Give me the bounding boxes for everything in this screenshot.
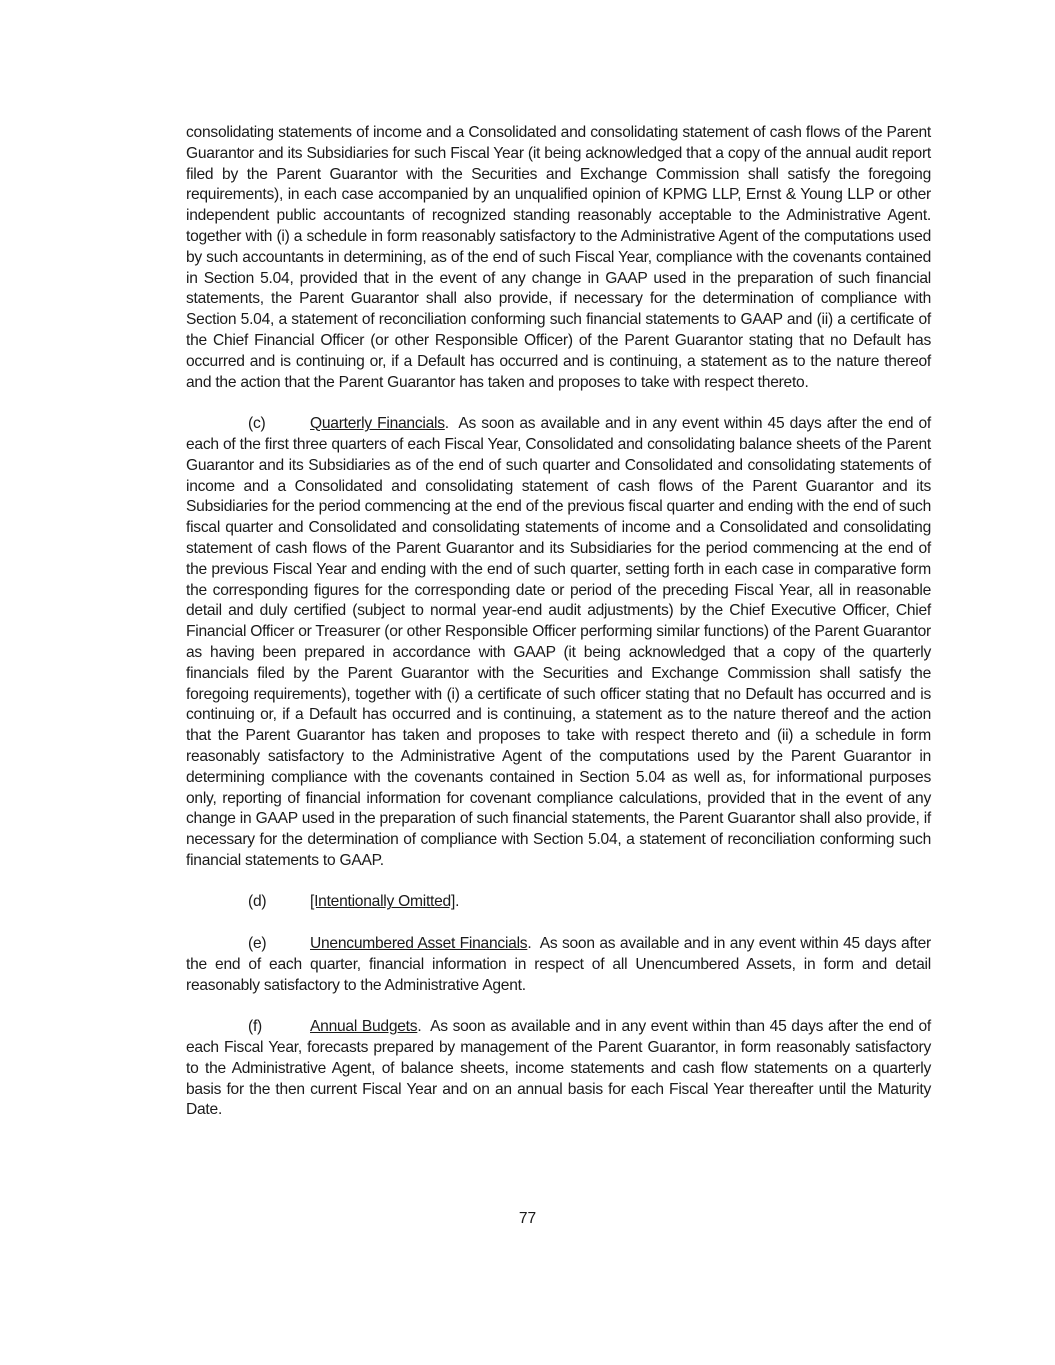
section-d-heading: [Intentionally Omitted] xyxy=(310,893,456,911)
paragraph-gap xyxy=(186,393,931,414)
paragraph-gap xyxy=(186,913,931,934)
section-e-body: As soon as available and in any event within 45 days after the end of each quarter, financial information in respect of all Unencumbered Assets, in form and detail reasonably satisfactory to the Administrative Agent. xyxy=(186,935,931,994)
paragraph-b-continued: consolidating statements of income and a Consolidated and consolidating statement of cash flows of the Parent Guarantor and its Subsidiaries for such Fiscal Year (it being acknowledged that a copy of the annual audit report filed by the Parent Guarantor with the Securities and Exchange Commission shall satisfy the foregoing requirements), in each case accompanied by an unqualified opinion of KPMG LLP, Ernst & Young LLP or other independent public accountants of recognized standing reasonably acceptable to the Administrative Agent. together with (i) a schedule in form reasonably satisfactory to the Administrative Agent of the computations used by such accountants in determining, as of the end of such Fiscal Year, compliance with the covenants contained in Section 5.04, provided that in the event of any change in GAAP used in the preparation of such financial statements, the Parent Guarantor shall also provide, if necessary for the determination of compliance with Section 5.04, a statement of reconciliation conforming such financial statements to GAAP and (ii) a certificate of the Chief Financial Officer (or other Responsible Officer) of the Parent Guarantor stating that no Default has occurred and is continuing or, if a Default has occurred and is continuing, a statement as to the nature thereof and the action that the Parent Guarantor has taken and proposes to take with respect thereto. xyxy=(186,124,931,391)
section-c-marker: (c) xyxy=(248,415,266,433)
section-d-intentionally-omitted: (d) [Intentionally Omitted]. xyxy=(186,892,931,913)
section-e-heading: Unencumbered Asset Financials xyxy=(310,935,528,953)
page-number: 77 xyxy=(518,1210,537,1227)
section-f-heading: Annual Budgets xyxy=(310,1018,418,1036)
section-d-marker: (d) xyxy=(248,893,267,911)
section-e-marker: (e) xyxy=(248,935,267,953)
section-f-annual-budgets: (f) Annual Budgets. As soon as available and in any event within than 45 days after the end of each Fiscal Year, forecasts prepared by management of the Parent Guarantor, in form reasonably satisfactory to the Administrative Agent, of balance sheets, income statements and cash flow statements on a quarterly basis for the then current Fiscal Year and on an annual basis for each Fiscal Year thereafter until the Maturity Date. xyxy=(186,1018,931,1119)
paragraph-gap xyxy=(186,872,931,893)
section-f-marker: (f) xyxy=(248,1018,262,1036)
section-e-unencumbered-asset-financials: (e) Unencumbered Asset Financials. As soon as available and in any event within 45 days after the end of each quarter, financial information in respect of all Unencumbered Assets, in form and detail reasonably satisfactory to the Administrative Agent. xyxy=(186,935,931,994)
section-c-heading: Quarterly Financials xyxy=(310,415,445,433)
section-f-body: As soon as available and in any event within than 45 days after the end of each Fiscal Year, forecasts prepared by management of the Parent Guarantor, in form reasonably satisfactory to the Administrative Agent, of balance sheets, income statements and cash flow statements on a quarterly basis for the then current Fiscal Year and on an annual basis for each Fiscal Year thereafter until the Maturity Date. xyxy=(186,1018,931,1119)
section-c-body: As soon as available and in any event within 45 days after the end of each of the first three quarters of each Fiscal Year, Consolidated and consolidating balance sheets of the Parent Guarantor and its Subsidiaries as of the end of such quarter and Consolidated and consolidating statements of income and a Consolidated and consolidating statement of cash flows of the Parent Guarantor and its Subsidiaries for the period commencing at the end of the previous fiscal quarter and ending with the end of such fiscal quarter and Consolidated and consolidating statements of income and a Consolidated and consolidating statement of cash flows of the Parent Guarantor and its Subsidiaries for the period commencing at the end of the previous Fiscal Year and ending with the end of such quarter, setting forth in each case in comparative form the corresponding figures for the corresponding date or period of the preceding Fiscal Year, all in reasonable detail and duly certified (subject to normal year-end audit adjustments) by the Chief Executive Officer, Chief Financial Officer or Treasurer (or other Responsible Officer performing similar functions) of the Parent Guarantor as having been prepared in accordance with GAAP (it being acknowledged that a copy of the quarterly financials filed by the Parent Guarantor with the Securities and Exchange Commission shall satisfy the foregoing requirements), together with (i) a certificate of such officer stating that no Default has occurred and is continuing or, if a Default has occurred and is continuing, a statement as to the nature thereof and the action that the Parent Guarantor has taken and proposes to take with respect thereto and (ii) a schedule in form reasonably satisfactory to the Administrative Agent of the computations used by the Parent Guarantor in determining compliance with the covenants contained in Section 5.04 as well as, for informational purposes only, reporting of financial information for covenant compliance calculations, provided that in the event of any change in GAAP used in the preparation of such financial statements, the Parent Guarantor shall also provide, if necessary for the determination of compliance with Section 5.04, a statement of reconciliation conforming such financial statements to GAAP. xyxy=(186,415,931,869)
document-page xyxy=(186,123,931,1121)
section-c-quarterly-financials: (c) Quarterly Financials. As soon as available and in any event within 45 days after the end of each of the first three quarters of each Fiscal Year, Consolidated and consolidating balance sheets of the Parent Guarantor and its Subsidiaries as of the end of such quarter and Consolidated and consolidating statements of income and a Consolidated and consolidating statement of cash flows of the Parent Guarantor and its Subsidiaries for the period commencing at the end of the previous fiscal quarter and ending with the end of such fiscal quarter and Consolidated and consolidating statements of income and a Consolidated and consolidating statement of cash flows of the Parent Guarantor and its Subsidiaries for the period commencing at the end of the previous Fiscal Year and ending with the end of such quarter, setting forth in each case in comparative form the corresponding figures for the corresponding date or period of the preceding Fiscal Year, all in reasonable detail and duly certified (subject to normal year-end audit adjustments) by the Chief Executive Officer, Chief Financial Officer or Treasurer (or other Responsible Officer performing similar functions) of the Parent Guarantor as having been prepared in accordance with GAAP (it being acknowledged that a copy of the quarterly financials filed by the Parent Guarantor with the Securities and Exchange Commission shall satisfy the foregoing requirements), together with (i) a certificate of such officer stating that no Default has occurred and is continuing or, if a Default has occurred and is continuing, a statement as to the nature thereof and the action that the Parent Guarantor has taken and proposes to take with respect thereto and (ii) a schedule in form reasonably satisfactory to the Administrative Agent of the computations used by the Parent Guarantor in determining compliance with the covenants contained in Section 5.04 as well as, for informational purposes only, reporting of financial information for covenant compliance calculations, provided that in the event of any change in GAAP used in the preparation of such financial statements, the Parent Guarantor shall also provide, if necessary for the determination of compliance with Section 5.04, a statement of reconciliation conforming such financial statements to GAAP. xyxy=(186,415,931,869)
paragraph-gap xyxy=(186,996,931,1017)
